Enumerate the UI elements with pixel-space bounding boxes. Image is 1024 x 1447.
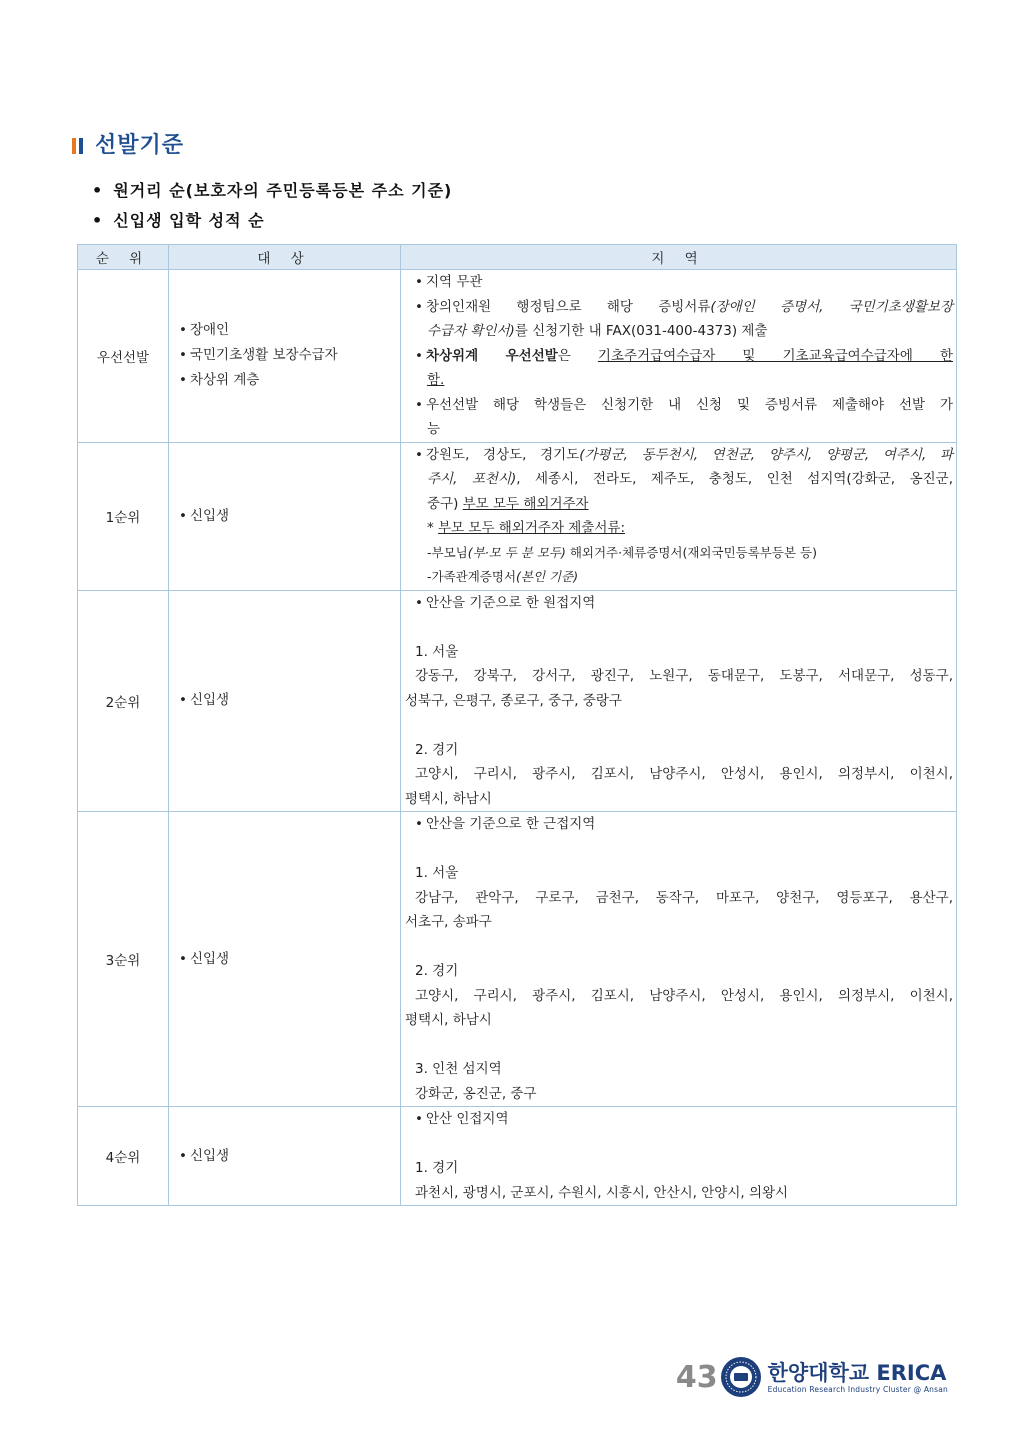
selection-table (77, 244, 957, 1206)
region-line: 강남구, 관악구, 구로구, 금천구, 동작구, 마포구, 양천구, 영등포구, 용산구, (415, 889, 953, 906)
criteria-list (92, 176, 452, 236)
region-cell (401, 442, 957, 590)
target-item: • 신입생 (179, 688, 399, 713)
region-line: 평택시, 하남시 (405, 790, 492, 807)
brand-subtitle: Education Research Industry Cluster @ Ansan (767, 1384, 948, 1394)
region-line: 중구) 부모 모두 해외거주자 (427, 495, 589, 512)
region-line: • 안산 인접지역 (405, 1107, 953, 1132)
section-heading (72, 128, 184, 159)
rank-cell: 3순위 (78, 812, 169, 1107)
rank-cell: 2순위 (78, 590, 169, 812)
region-line: 서초구, 송파구 (405, 914, 492, 930)
heading-bar-icon (72, 138, 83, 154)
target-item: • 신입생 (179, 1144, 399, 1169)
region-line: 강화군, 옹진군, 중구 (415, 1085, 537, 1102)
region-line: * 부모 모두 해외거주자 제출서류: (427, 520, 626, 536)
target-item: • 신입생 (179, 504, 399, 529)
section-title: 선발기준 (95, 133, 185, 158)
region-cell (401, 270, 957, 443)
region-line: 과천시, 광명시, 군포시, 수원시, 시흥시, 안산시, 안양시, 의왕시 (415, 1184, 789, 1201)
region-line: 2. 경기 (415, 963, 459, 979)
target-item: • 신입생 (179, 947, 399, 972)
region-line: 3. 인천 섬지역 (415, 1061, 502, 1077)
table-row (78, 812, 957, 1107)
region-line: 주시, 포천시), 세종시, 전라도, 제주도, 충청도, 인천 섬지역(강화군, 옹진군, (427, 471, 953, 487)
rank-cell: 1순위 (78, 442, 169, 590)
target-item: • 차상위 계층 (179, 368, 399, 393)
region-line: 2. 경기 (415, 741, 459, 758)
region-line: 평택시, 하남시 (405, 1012, 492, 1028)
table-row (78, 442, 957, 590)
target-cell (169, 442, 401, 590)
region-line: -가족관계증명서(본인 기준) (427, 569, 579, 584)
region-line: • 안산을 기준으로 한 근접지역 (405, 812, 953, 837)
table-row (78, 590, 957, 812)
brand-name: 한양대학교 ERICA (767, 1360, 947, 1385)
region-cell (401, 1107, 957, 1206)
table-header-row (78, 245, 957, 270)
region-line: 성북구, 은평구, 종로구, 중구, 중랑구 (405, 692, 622, 709)
region-line: 1. 서울 (415, 865, 459, 881)
table-row (78, 1107, 957, 1206)
target-item: • 국민기초생활 보장수급자 (179, 343, 399, 368)
region-line: 고양시, 구리시, 광주시, 김포시, 남양주시, 안성시, 용인시, 의정부시, 이천시, (415, 987, 953, 1004)
region-line: • 강원도, 경상도, 경기도(가평군, 동두천시, 연천군, 양주시, 양평군, 여주시, 파 (405, 443, 953, 468)
target-cell (169, 270, 401, 443)
region-line: 고양시, 구리시, 광주시, 김포시, 남양주시, 안성시, 용인시, 의정부시, 이천시, (415, 766, 953, 782)
rank-cell: 우선선발 (78, 270, 169, 443)
region-cell (401, 590, 957, 812)
region-line: • 차상위계 우선선발은 기초주거급여수급자 및 기초교육급여수급자에 한 (405, 344, 953, 369)
region-line: 함. (427, 372, 445, 388)
target-cell (169, 590, 401, 812)
header-region: 지 역 (401, 245, 957, 270)
region-line: 수급자 확인서)를 신청기한 내 FAX(031-400-4373) 제출 (427, 323, 768, 339)
criteria-item: • 신입생 입학 성적 순 (92, 206, 452, 236)
region-line: • 지역 무관 (405, 270, 953, 295)
rank-cell: 4순위 (78, 1107, 169, 1206)
page-number: 43 (675, 1359, 718, 1395)
page-footer (676, 1356, 948, 1398)
table-row (78, 270, 957, 443)
region-line: 강동구, 강북구, 강서구, 광진구, 노원구, 동대문구, 도봉구, 서대문구, 성동구, (415, 668, 953, 684)
brand-logo (768, 1361, 948, 1394)
header-target: 대 상 (169, 245, 401, 270)
region-line: • 안산을 기준으로 한 원접지역 (405, 591, 953, 616)
region-cell (401, 812, 957, 1107)
region-line: • 우선선발 해당 학생들은 신청기한 내 신청 및 증빙서류 제출해야 선발 가 (405, 393, 953, 418)
region-line: 능 (427, 421, 441, 437)
region-line: 1. 경기 (415, 1160, 459, 1176)
criteria-item: • 원거리 순(보호자의 주민등록등본 주소 기준) (92, 176, 452, 206)
university-seal-icon (720, 1356, 762, 1398)
target-cell (169, 1107, 401, 1206)
region-line: 1. 서울 (415, 643, 459, 660)
target-cell (169, 812, 401, 1107)
region-line: -부모님(부·모 두 분 모두) 해외거주·체류증명서(재외국민등록부등본 등) (427, 544, 817, 560)
region-line: • 창의인재원 행정팀으로 해당 증빙서류(장애인 증명서, 국민기초생활보장 (405, 295, 953, 320)
header-rank: 순 위 (78, 245, 169, 270)
target-item: • 장애인 (179, 318, 399, 343)
